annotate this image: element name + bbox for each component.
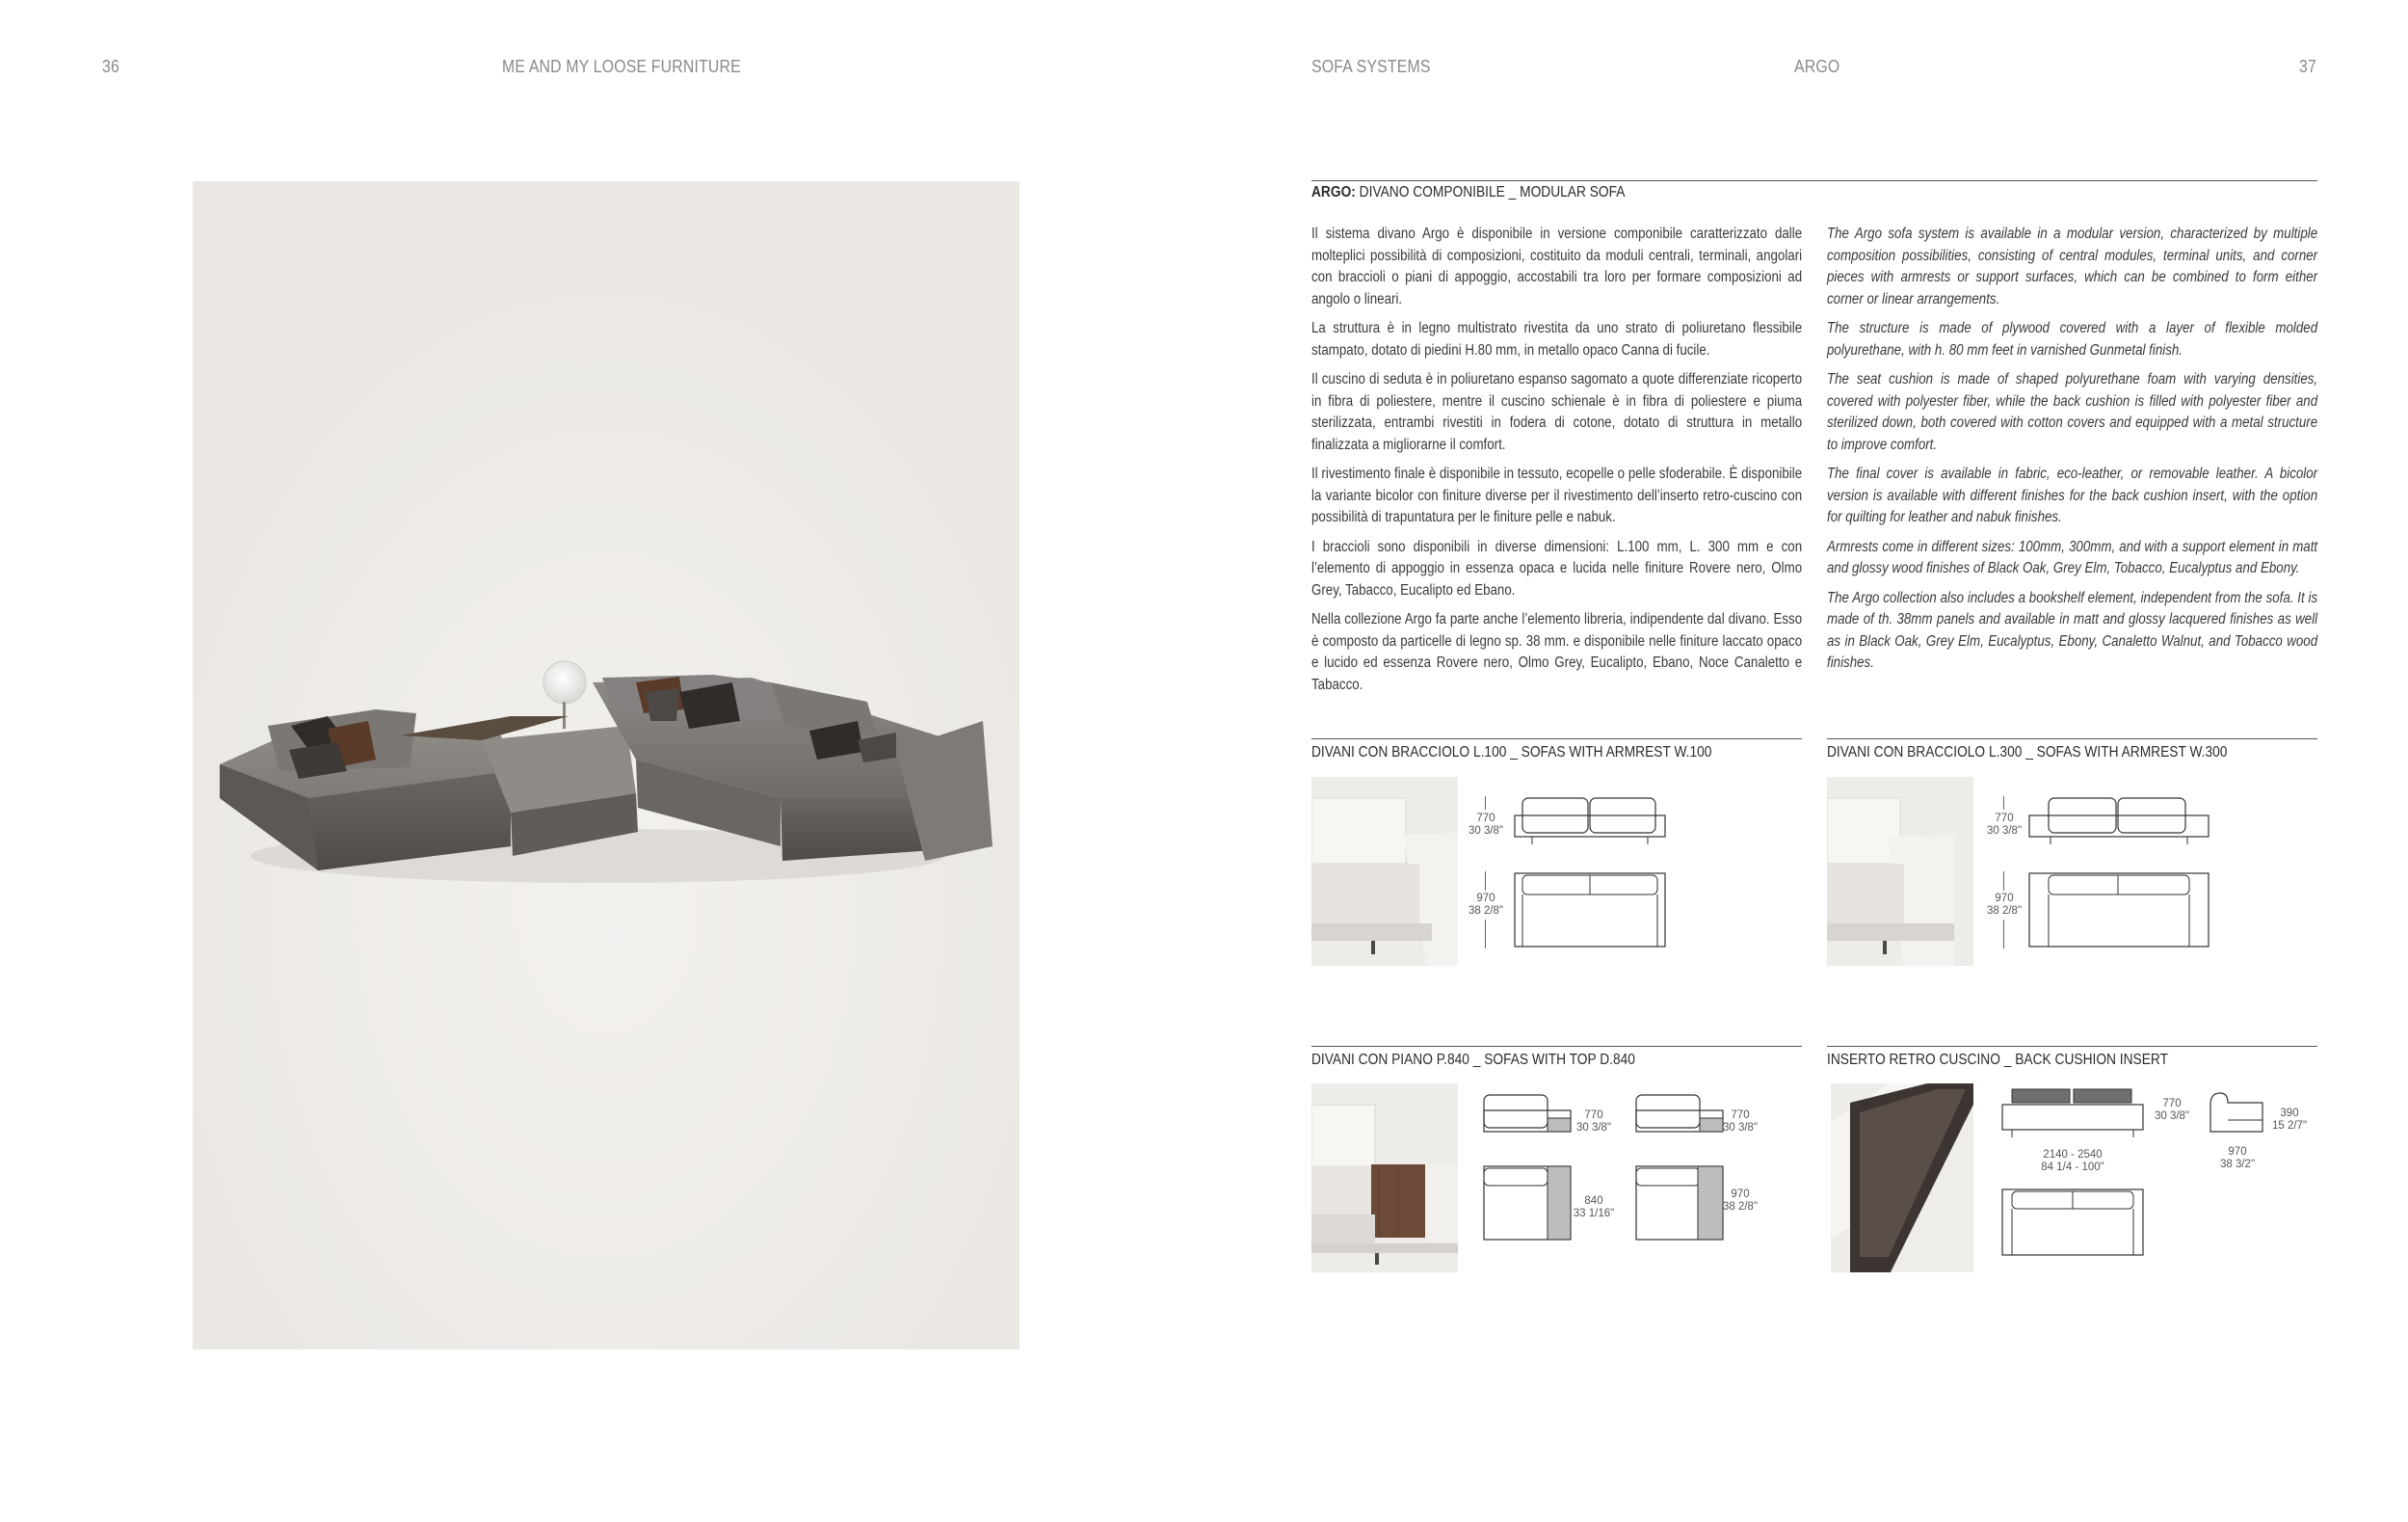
product-subtitle: DIVANO COMPONIBILE _ MODULAR SOFA (1355, 184, 1626, 200)
top840-title: DIVANI CON PIANO P.840 _ SOFAS WITH TOP D.840 (1311, 1052, 1635, 1068)
top840-plan-drawing-b (1634, 1164, 1727, 1242)
armrest100-height-in: 30 3/8" (1468, 825, 1504, 837)
armrest100-plan-drawing (1513, 871, 1667, 948)
armrest100-title: DIVANI CON BRACCIOLO L.100 _ SOFAS WITH ARMREST W.100 (1311, 744, 1712, 761)
right-page-number: 37 (2299, 57, 2316, 76)
en-paragraph-6: The Argo collection also includes a bookshelf element, independent from the sofa. It is made of th. 38mm panels and available in matt and glossy lacquered finishes as well as in Black Oak, Grey Elm, Eucalyptus, Ebony, Canaletto Walnut, and Tobacco wood finishes. (1827, 589, 2318, 671)
en-paragraph-2: The structure is made of plywood covered with a layer of flexible molded polyurethane, with h. 80 mm feet in varnished Gunmetal finish. (1827, 320, 2318, 359)
armrest300-depth-mm: 970 (1995, 893, 2014, 904)
armrest100-photo (1311, 777, 1458, 966)
top840-photo (1311, 1083, 1458, 1272)
backinsert-side-depth-in: 38 3/2" (2219, 1159, 2256, 1170)
it-paragraph-1: Il sistema divano Argo è disponibile in versione componibile caratterizzato dalle molteplici possibilità di composizioni, costituito da moduli centrali, terminali, angolari con braccioli o piani di appoggio, accostabili tra loro per formare composizioni ad angolo o lineari. (1311, 226, 1803, 307)
armrest300-d-tick (2003, 871, 2004, 891)
left-page-number: 36 (102, 57, 119, 76)
backinsert-title: INSERTO RETRO CUSCINO _ BACK CUSHION INSERT (1827, 1052, 2168, 1068)
en-paragraph-3: The seat cushion is made of shaped polyurethane foam with varying densities, covered with polyester fiber, while the back cushion is filled with polyester fiber and sterilized down, both covered with cotton covers and equipped with a metal structure to improve comfort. (1827, 371, 2318, 453)
backinsert-width-mm: 2140 - 2540 (2043, 1149, 2103, 1161)
armrest100-height-mm: 770 (1476, 813, 1495, 824)
it-paragraph-2: La struttura è in legno multistrato rivestita da uno strato di poliuretano flessibile stampato, dotato di piedini H.80 mm, in metallo opaco Canna di fucile. (1311, 320, 1803, 359)
backinsert-height-mm: 770 (2162, 1098, 2182, 1109)
armrest100-front-drawing (1513, 796, 1667, 852)
backinsert-side-drawing (2207, 1087, 2266, 1135)
english-description (1827, 224, 2317, 682)
it-paragraph-4: Il rivestimento finale è disponibile in tessuto, ecopelle o pelle sfoderabile. È disponibile la variante bicolor con finiture diverse per il rivestimento dell’inserto retro-cuscino con possibilità di trapuntatura per le finiture pelle e nabuk. (1311, 466, 1803, 525)
backinsert-side-height-in: 15 2/7" (2271, 1120, 2308, 1132)
armrest300-d-tick-2 (2003, 920, 2004, 948)
top840-b-depth-mm: 970 (1731, 1188, 1750, 1200)
backinsert-height-in: 30 3/8" (2154, 1110, 2190, 1122)
top840-front-drawing-b (1634, 1091, 1727, 1147)
title-rule (1311, 180, 2317, 181)
left-running-title: ME AND MY LOOSE FURNITURE (502, 57, 741, 76)
top840-a-depth-mm: 840 (1584, 1195, 1603, 1207)
top840-plan-drawing-a (1482, 1164, 1574, 1242)
armrest300-h-tick (2003, 796, 2004, 810)
top840-a-depth-in: 33 1/16" (1573, 1208, 1615, 1219)
armrest100-h-tick (1485, 796, 1486, 810)
top840-front-drawing-a (1482, 1091, 1574, 1147)
armrest300-rule (1827, 738, 2317, 739)
section-title: SOFA SYSTEMS (1311, 57, 1431, 76)
armrest100-depth-in: 38 2/8" (1468, 905, 1504, 917)
armrest100-d-tick-2 (1485, 920, 1486, 948)
armrest300-depth-in: 38 2/8" (1986, 905, 2023, 917)
armrest300-title: DIVANI CON BRACCIOLO L.300 _ SOFAS WITH ARMREST W.300 (1827, 744, 2228, 761)
it-paragraph-6: Nella collezione Argo fa parte anche l’elemento libreria, indipendente dal divano. Esso è composto da particelle di legno sp. 38 mm. e disponibile nelle finiture laccato opaco e lucido ed essenza Rovere nero, Olmo Grey, Eucalipto, Ebano, Noce Canaletto e Tabacco. (1311, 611, 1803, 693)
armrest300-height-in: 30 3/8" (1986, 825, 2023, 837)
armrest100-d-tick (1485, 871, 1486, 891)
armrest300-photo (1827, 777, 1973, 966)
en-paragraph-5: Armrests come in different sizes: 100mm, 300mm, and with a support element in matt and glossy wood finishes of Black Oak, Grey Elm, Tobacco, Eucalyptus and Ebony. (1827, 538, 2318, 576)
backinsert-photo (1831, 1083, 1973, 1272)
backinsert-width-in: 84 1/4 - 100" (2041, 1162, 2104, 1173)
italian-description (1311, 224, 1802, 704)
armrest100-depth-mm: 970 (1476, 893, 1495, 904)
backinsert-side-depth-mm: 970 (2228, 1146, 2247, 1158)
sofa-photo (193, 181, 1019, 1349)
top840-b-height-mm: 770 (1731, 1109, 1750, 1121)
top840-rule (1311, 1046, 1802, 1047)
backinsert-side-height-mm: 390 (2280, 1108, 2299, 1119)
top840-b-depth-in: 38 2/8" (1722, 1201, 1759, 1213)
backinsert-rule (1827, 1046, 2317, 1047)
top840-a-height-in: 30 3/8" (1575, 1122, 1612, 1134)
product-name: ARGO: (1311, 184, 1356, 200)
en-paragraph-4: The final cover is available in fabric, eco-leather, or removable leather. A bicolor version is available with different finishes for the back cushion insert, with the option for quilting for leather and nabuk finishes. (1827, 466, 2318, 525)
backinsert-front-drawing (2000, 1087, 2145, 1141)
top840-b-height-in: 30 3/8" (1722, 1122, 1759, 1134)
en-paragraph-1: The Argo sofa system is available in a modular version, characterized by multiple composition possibilities, consisting of central modules, terminal units, and corner pieces with armrests or support surfaces, which can be combined to form either corner or linear arrangements. (1827, 226, 2318, 307)
top840-a-height-mm: 770 (1584, 1109, 1603, 1121)
armrest300-height-mm: 770 (1995, 813, 2014, 824)
it-paragraph-3: Il cuscino di seduta è in poliuretano espanso sagomato a quote differenziate ricoperto in fibra di poliestere, mentre il cuscino schienale è in fibra di poliestere e piuma sterilizzata, entrambi rivestiti in fodera di cotone, dotato di struttura in metallo finalizzata a migliorarne il comfort. (1311, 371, 1803, 453)
armrest100-rule (1311, 738, 1802, 739)
collection-title: ARGO (1794, 57, 1840, 76)
backinsert-plan-drawing (2000, 1188, 2145, 1257)
it-paragraph-5: I braccioli sono disponibili in diverse dimensioni: L.100 mm, L. 300 mm e con l’elemento di appoggio in essenza opaca e lucida nelle finiture Rovere nero, Olmo Grey, Tabacco, Eucalipto ed Ebano. (1311, 538, 1803, 599)
armrest300-front-drawing (2027, 796, 2210, 852)
product-title (1311, 183, 1625, 202)
armrest300-plan-drawing (2027, 871, 2210, 948)
